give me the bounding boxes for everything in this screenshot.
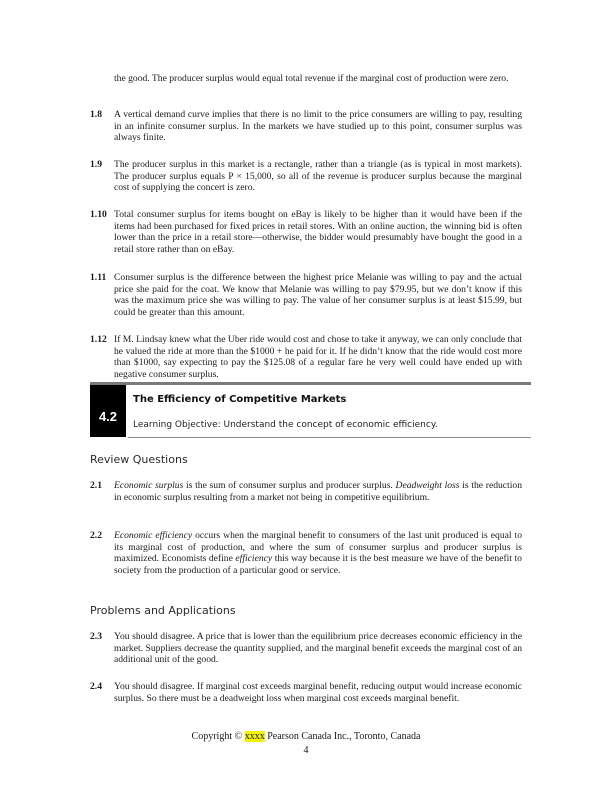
term: Economic surplus — [114, 480, 184, 491]
answer-text: Consumer surplus is the difference between the highest price Melanie was willing to pay and the actual price she paid for the coat. We know that Melanie was willing to pay $79.95, but we don’t know if this was the maximum price she was willing to pay. The value of her consumer surplus is at least $15.99, but could be greater than this amount. — [114, 272, 522, 318]
review-text-part: occurs when the marginal benefit to consumers of the last unit produced is equal to its marginal cost of production, and where the sum of consumer surplus and producer surplus is maximized. Economists define — [114, 530, 522, 565]
answer-text: If M. Lindsay knew what the Uber ride would cost and chose to take it anyway, we can only conclude that he valued the ride at more than the $1000 + he paid for it. If he didn’t know that the ride would cost more than $1000, say expecting to pay the $125.08 of a regular fare he very well could have ended up with negative consumer surplus. — [114, 334, 522, 380]
review-heading: Review Questions — [90, 453, 188, 466]
section-underline — [128, 437, 531, 438]
review-number: 2.1 — [90, 480, 102, 491]
answer-number: 1.9 — [90, 159, 102, 170]
intro-continuation: the good. The producer surplus would equal total revenue if the marginal cost of production were zero. — [114, 73, 509, 84]
review-number: 2.2 — [90, 530, 102, 541]
answer-text: The producer surplus in this market is a rectangle, rather than a triangle (as is typical in most markets). The producer surplus equals P × 15,000, so all of the revenue is producer surplus because the marginal cost of supplying the concert is zero. — [114, 159, 522, 194]
answer-number: 1.8 — [90, 109, 102, 120]
problem-text: You should disagree. If marginal cost exceeds marginal benefit, reducing output would increase economic surplus. So there must be a deadweight loss when marginal cost exceeds marginal benefit. — [114, 681, 522, 704]
problem-2-3 — [90, 631, 522, 666]
copyright-prefix: Copyright © — [191, 731, 245, 742]
answer-1-8 — [90, 109, 522, 144]
problem-2-4 — [90, 681, 522, 704]
answer-1-9 — [90, 159, 522, 194]
learning-objective: Learning Objective: Understand the concept of economic efficiency. — [133, 420, 438, 430]
review-text-part: is the sum of consumer surplus and producer surplus. — [183, 480, 396, 491]
section-rule — [90, 382, 531, 385]
page-number: 4 — [303, 745, 309, 756]
copyright-footer — [0, 731, 612, 742]
problems-heading: Problems and Applications — [90, 604, 236, 617]
answer-1-12 — [90, 334, 522, 380]
problem-number: 2.3 — [90, 631, 102, 642]
section-title: The Efficiency of Competitive Markets — [133, 394, 347, 405]
answer-text: A vertical demand curve implies that there is no limit to the price consumers are willing to pay, resulting in an infinite consumer surplus. In the markets we have studied up to this point, consumer surplus was always finite. — [114, 109, 522, 144]
term: Economic efficiency — [114, 530, 193, 541]
answer-number: 1.12 — [90, 334, 107, 345]
review-text-part: is the reduction in economic surplus resulting from a market not being in competitive equilibrium. — [114, 480, 522, 503]
review-text — [114, 480, 522, 503]
review-2-2 — [90, 530, 522, 576]
answer-number: 1.11 — [90, 272, 107, 283]
answer-1-11 — [90, 272, 522, 318]
review-text-part: this way because it is the best measure we have of the benefit to society from the production of a particular good or service. — [114, 553, 522, 576]
review-2-1 — [90, 480, 522, 503]
answer-text: Total consumer surplus for items bought on eBay is likely to be higher than it would have been if the items had been purchased for fixed prices in retail stores. With an online auction, the winning bid is often lower than the price in a retail store—otherwise, the bidder would presumably have bought the good in a retail store rather than on eBay. — [114, 209, 522, 255]
review-text — [114, 530, 522, 576]
copyright-year-highlight: xxxx — [244, 731, 265, 742]
answer-1-10 — [90, 209, 522, 255]
section-badge — [90, 385, 126, 437]
section-number: 4.2 — [98, 409, 118, 424]
term: efficiency — [235, 553, 273, 565]
term: Deadweight loss — [395, 480, 460, 491]
problem-text: You should disagree. A price that is lower than the equilibrium price decreases economic efficiency in the market. Suppliers decrease the quantity supplied, and the marginal benefit exceeds the marginal cost of an additional unit of the good. — [114, 631, 522, 666]
answer-number: 1.10 — [90, 209, 107, 220]
problem-number: 2.4 — [90, 681, 102, 692]
copyright-suffix: Pearson Canada Inc., Toronto, Canada — [264, 731, 421, 742]
